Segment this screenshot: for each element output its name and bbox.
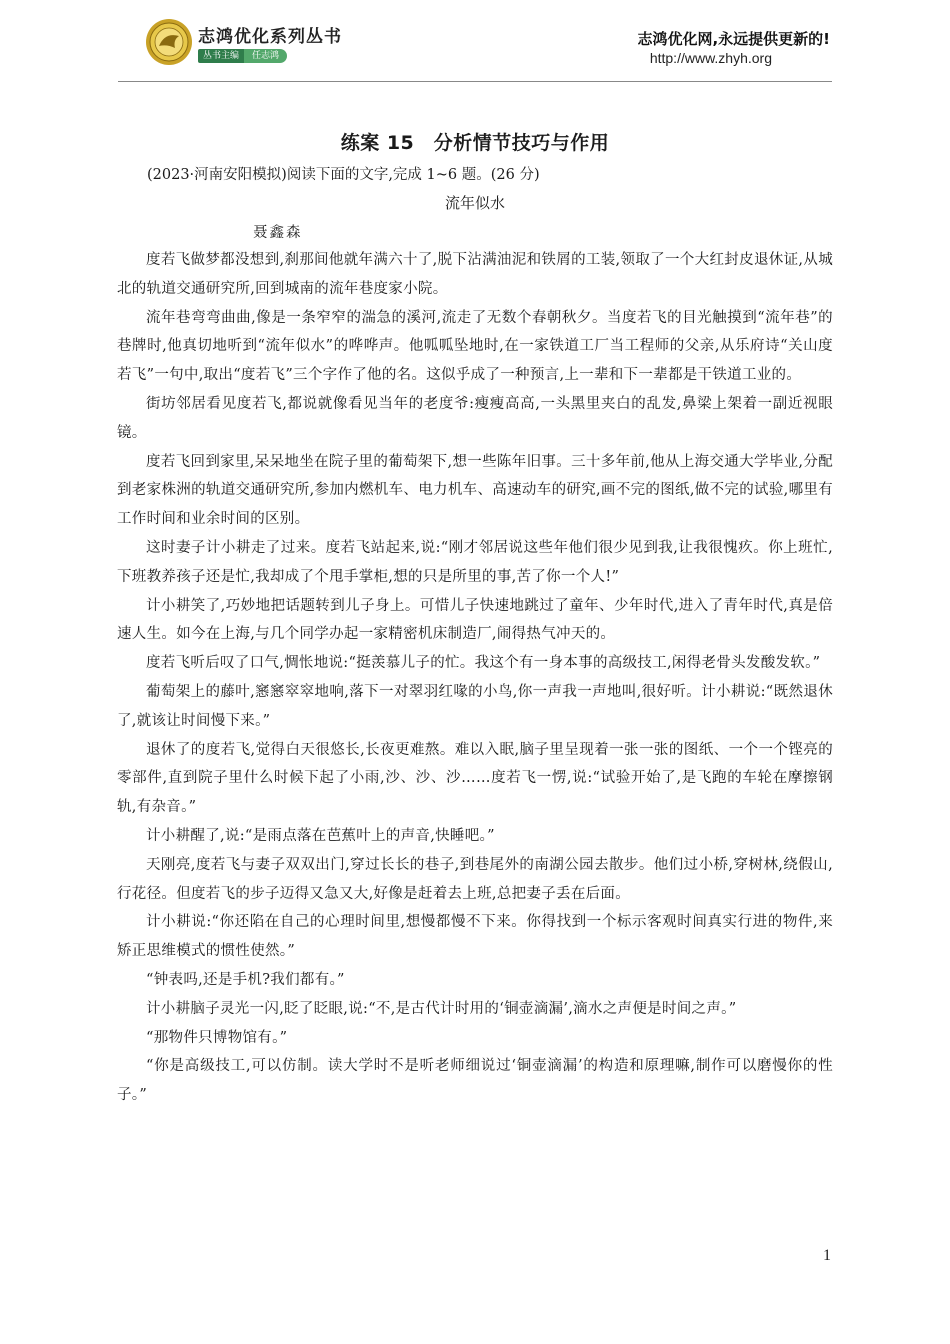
paragraph: 街坊邻居看见度若飞,都说就像看见当年的老度爷:瘦瘦高高,一头黑里夹白的乱发,鼻梁上架着一副近视眼镜。 [117,395,833,441]
paragraph: 计小耕说:“你还陷在自己的心理时间里,想慢都慢不下来。你得找到一个标示客观时间真实行进的物件,来矫正思维模式的惯性使然。” [117,914,833,960]
exercise-title: 练案 15 分析情节技巧与作用 [340,132,610,154]
site-slogan: 志鸿优化网,永远提供更新的! [637,30,830,48]
site-url[interactable]: http://www.zhyh.org [649,50,772,66]
editor-line [198,49,287,63]
exercise-content [117,128,833,1110]
article-title: 流年似水 [444,194,505,212]
paragraph: 这时妻子计小耕走了过来。度若飞站起来,说:“刚才邻居说这些年他们很少见到我,让我很愧疚。你上班忙,下班教养孩子还是忙,我却成了个甩手掌柜,想的只是所里的事,苦了你一个人!” [117,539,833,585]
paragraph: “你是高级技工,可以仿制。读大学时不是听老师细说过‘铜壶滴漏’的构造和原理嘛,制作可以磨慢你的性子。” [117,1058,833,1104]
paragraph: 流年巷弯弯曲曲,像是一条窄窄的湍急的溪河,流走了无数个春朝秋夕。当度若飞的目光触摸到“流年巷”的巷牌时,他真切地听到“流年似水”的哗哗声。他呱呱坠地时,在一家铁道工厂当工程师的父亲,从乐府诗“关山度若飞”一句中,取出“度若飞”三个字作了他的名。这似乎成了一种预言,上一辈和下一辈都是干铁道工业的。 [117,309,833,384]
paragraph: 葡萄架上的藤叶,窸窸窣窣地响,落下一对翠羽红喙的小鸟,你一声我一声地叫,很好听。计小耕说:“既然退休了,就该让时间慢下来。” [117,683,833,729]
paragraph: 度若飞做梦都没想到,刹那间他就年满六十了,脱下沾满油泥和铁屑的工装,领取了一个大红封皮退休证,从城北的轨道交通研究所,回到城南的流年巷度家小院。 [117,252,833,297]
header-divider [118,81,832,82]
editor-label: 丛书主编 [198,49,244,63]
exercise-source: (2023·河南安阳模拟)阅读下面的文字,完成 1~6 题。(26 分) [147,167,540,183]
paragraph: 计小耕醒了,说:“是雨点落在芭蕉叶上的声音,快睡吧。” [146,827,495,844]
paragraph: “钟表吗,还是手机?我们都有。” [146,971,345,988]
paragraph: 计小耕脑子灵光一闪,眨了眨眼,说:“不,是古代计时用的‘铜壶滴漏’,滴水之声便是时间之声。” [146,1000,737,1017]
paragraph: 度若飞回到家里,呆呆地坐在院子里的葡萄架下,想一些陈年旧事。三十多年前,他从上海交通大学毕业,分配到老家株洲的轨道交通研究所,参加内燃机车、电力机车、高速动车的研究,画不完的图纸,做不完的试验,哪里有工作时间和业余时间的区别。 [117,453,833,528]
page-header [0,0,950,100]
article-author: 聂鑫森 [253,225,303,241]
paragraph: 计小耕笑了,巧妙地把话题转到儿子身上。可惜儿子快速地跳过了童年、少年时代,进入了青年时代,真是倍速人生。如今在上海,与几个同学办起一家精密机床制造厂,闹得热气冲天的。 [117,597,833,643]
paragraph: “那物件只博物馆有。” [146,1029,288,1046]
editor-name: 任志鸿 [244,49,287,63]
paragraph: 度若飞听后叹了口气,惆怅地说:“挺羡慕儿子的忙。我这个有一身本事的高级技工,闲得老骨头发酸发软。” [146,655,821,672]
paragraph: 天刚亮,度若飞与妻子双双出门,穿过长长的巷子,到巷尾外的南湖公园去散步。他们过小桥,穿树林,绕假山,行花径。但度若飞的步子迈得又急又大,好像是赶着去上班,总把妻子丢在后面。 [117,856,833,902]
paragraph: 退休了的度若飞,觉得白天很悠长,长夜更难熬。难以入眠,脑子里呈现着一张一张的图纸、一个一个铿亮的零部件,直到院子里什么时候下起了小雨,沙、沙、沙……度若飞一愣,说:“试验开始了,是飞跑的车轮在摩擦钢轨,有杂音。” [117,741,833,816]
series-title: 志鸿优化系列丛书 [198,27,342,47]
page-number: 1 [823,1247,831,1264]
series-logo [145,18,193,66]
